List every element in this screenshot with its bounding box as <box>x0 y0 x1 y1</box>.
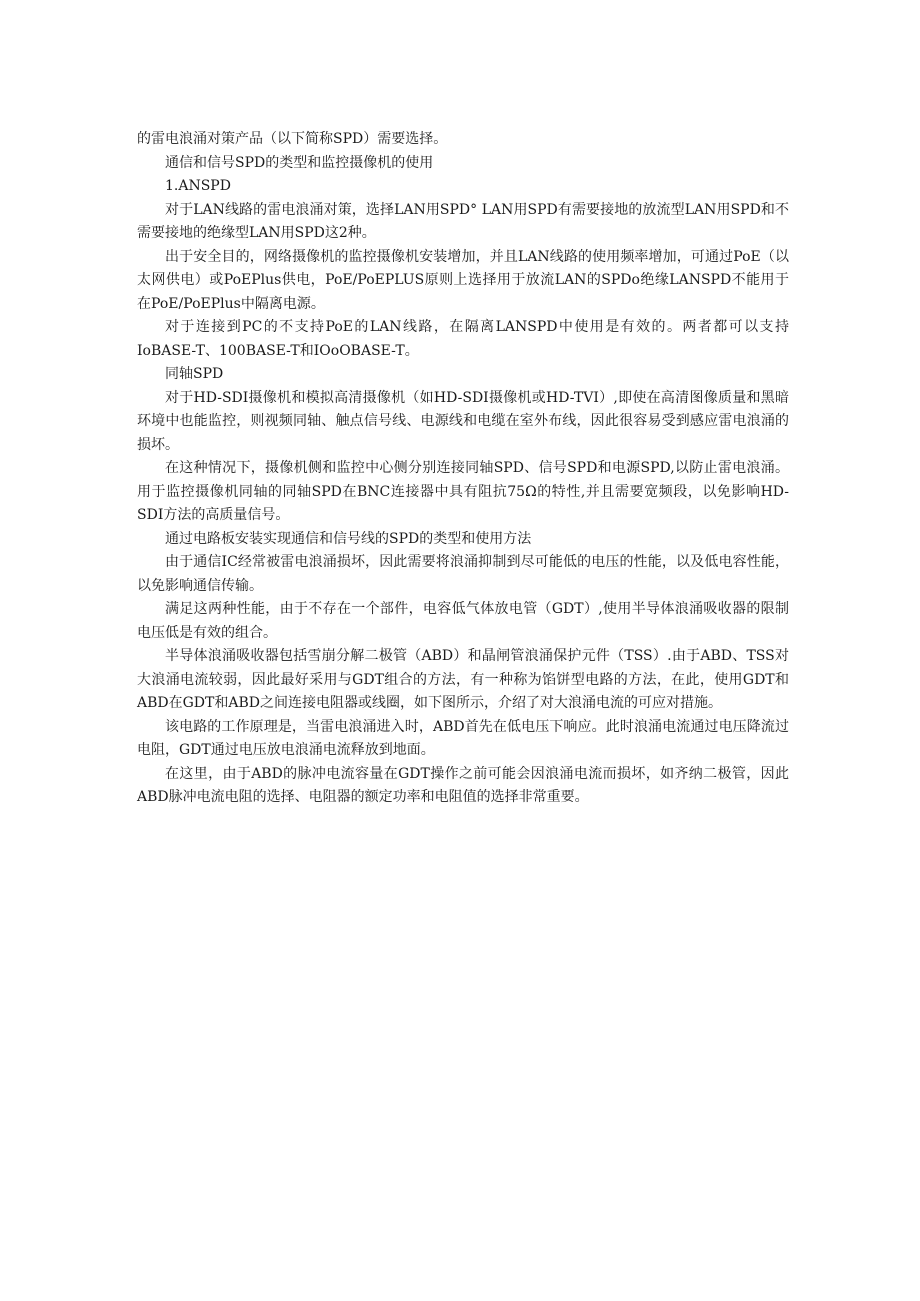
paragraph-coax-connection: 在这种情况下，摄像机侧和监控中心侧分别连接同轴SPD、信号SPD和电源SPD,以防止雷电浪涌。用于监控摄像机同轴的同轴SPD在BNC连接器中具有阻抗75Ω的特性,并且需要宽频段，以免影响HD-SDI方法的高质量信号。 <box>137 460 789 523</box>
paragraph-poe: 出于安全目的，网络摄像机的监控摄像机安装增加，并且LAN线路的使用频率增加，可通过PoE（以太网供电）或PoEPlus供电，PoE/PoEPLUS原则上选择用于放流LAN的SPDo绝缘LANSPD不能用于在PoE/PoEPlus中隔离电源。 <box>137 248 789 312</box>
paragraph-lan-spd-types: 对于LAN线路的雷电浪涌对策，选择LAN用SPD° LAN用SPD有需要接地的放流型LAN用SPD和不需要接地的绝缘型LAN用SPD这2种。 <box>137 201 789 241</box>
heading-board-mount-spd: 通过电路板安装实现通信和信号线的SPD的类型和使用方法 <box>165 530 532 547</box>
paragraph-hd-sdi: 对于HD-SDI摄像机和模拟高清摄像机（如HD-SDI摄像机或HD-TVI）,即使在高清图像质量和黑暗环境中也能监控，则视频同轴、触点信号线、电源线和电缆在室外布线，因此很容易受到感应雷电浪涌的损坏。 <box>137 389 789 453</box>
paragraph-gdt-combination: 满足这两种性能，由于不存在一个部件，电容低气体放电管（GDT）,使用半导体浪涌吸收器的限制电压低是有效的组合。 <box>137 601 789 641</box>
paragraph-pc-lan: 对于连接到PC的不支持PoE的LAN线路，在隔离LANSPD中使用是有效的。两者都可以支持IoBASE-T、100BASE-T和IOoOBASE-T。 <box>137 319 789 359</box>
heading-signal-spd: 通信和信号SPD的类型和监控摄像机的使用 <box>165 154 434 171</box>
document-body <box>137 128 789 810</box>
paragraph-circuit-principle: 该电路的工作原理是，当雷电浪涌进入时，ABD首先在低电压下响应。此时浪涌电流通过电压降流过电阻，GDT通过电压放电浪涌电流释放到地面。 <box>137 718 789 758</box>
paragraph-comm-ic: 由于通信IC经常被雷电浪涌损坏，因此需要将浪涌抑制到尽可能低的电压的性能，以及低电容性能，以免影响通信传输。 <box>137 554 789 594</box>
paragraph-intro: 的雷电浪涌对策产品（以下简称SPD）需要选择。 <box>137 131 448 147</box>
paragraph-abd-tss: 半导体浪涌吸收器包括雪崩分解二极管（ABD）和晶闸管浪涌保护元件（TSS）.由于ABD、TSS对大浪涌电流较弱，因此最好采用与GDT组合的方法，有一种称为馅饼型电路的方法，在此，使用GDT和ABD在GDT和ABD之间连接电阻器或线圈，如下图所示，介绍了对大浪涌电流的可应对措施。 <box>137 648 789 711</box>
heading-coax-spd: 同轴SPD <box>165 366 224 382</box>
paragraph-selection-importance: 在这里，由于ABD的脉冲电流容量在GDT操作之前可能会因浪涌电流而损坏，如齐纳二极管，因此ABD脉冲电流电阻的选择、电阻器的额定功率和电阻值的选择非常重要。 <box>137 765 789 805</box>
heading-anspd: 1.ANSPD <box>165 178 231 194</box>
